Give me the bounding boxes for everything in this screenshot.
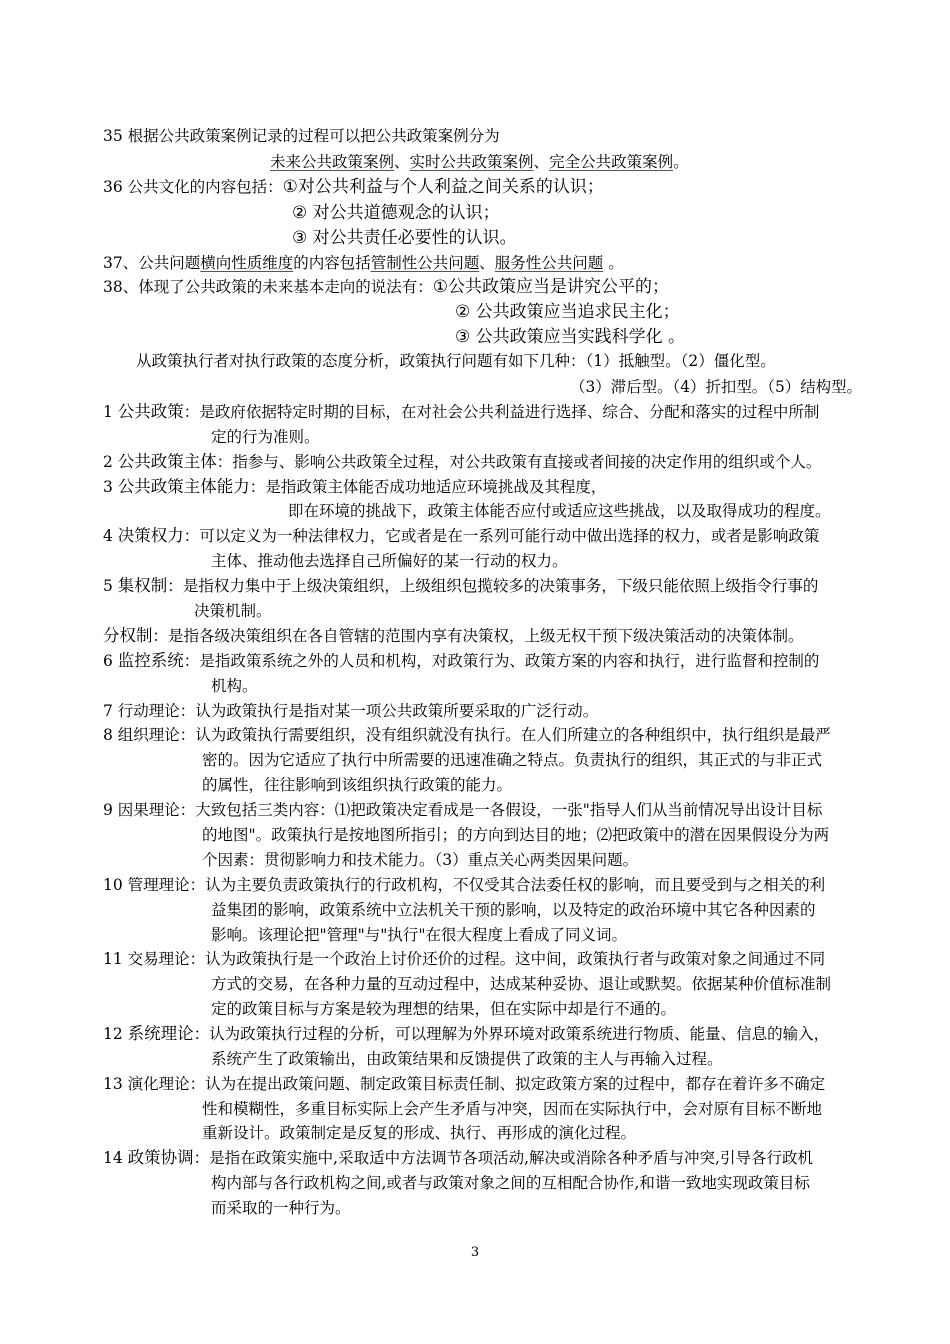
def-policy-coordination-cont1: 构内部与各行政机构之间,或者与政策对象之间的互相配合协作,和谐一致地实现政策目标 [211, 1174, 810, 1192]
def-centralization [103, 575, 818, 597]
def-policy-subject-capacity-cont: 即在环境的挑战下，政策主体能否应付或适应这些挑战，以及取得成功的程度。 [288, 502, 831, 520]
period: 。 [603, 254, 624, 272]
def-number: 2 [103, 453, 118, 471]
def-causal-theory: 9 因果理论：大致包括三类内容：⑴把政策决定看成是一各假设，一张"指导人们从当前情况导出设计目标 [103, 801, 823, 819]
q38-item-2: ② 公共政策应当追求民主化； [455, 302, 680, 322]
def-transaction-theory-cont2: 定的政策目标与方案是较为理想的结果，但在实际中却是行不通的。 [211, 1000, 677, 1018]
colon: ： [183, 403, 200, 421]
def-transaction-theory: 11 交易理论：认为政策执行是一个政治上讨价还价的过程。这中间，政策执行者与政策对象之间通过不同 [103, 950, 826, 968]
def-term: 公共政策主体能力 [117, 477, 250, 496]
separator: 、 [533, 153, 550, 171]
page-number: 3 [470, 1245, 480, 1260]
q35-line2 [270, 151, 689, 173]
def-causal-theory-cont2: 个因素：贯彻影响力和技术能力。（3）重点关心两类因果问题。 [202, 851, 639, 869]
def-organization-theory: 8 组织理论：认为政策执行需要组织，没有组织就没有执行。在人们所建立的各种组织中，执行组织是最严 [103, 726, 831, 744]
q38-prefix: 38、体现了公共政策的未来基本走向的说法有： [103, 278, 433, 296]
def-evolution-theory-cont1: 性和模糊性，多重目标实际上会产生矛盾与冲突，因而在实际执行中，会对原有目标不断地 [202, 1100, 823, 1118]
def-term: 公共政策 [117, 402, 184, 421]
def-number: 6 [103, 652, 118, 670]
q36-item-2: ② 对公共道德观念的认识； [292, 203, 500, 223]
def-number: 4 [103, 527, 118, 545]
def-text: 指参与、影响公共政策全过程，对公共政策有直接或者间接的决定作用的组织或个人。 [232, 453, 822, 471]
q37-prefix: 37、公共问题 [103, 254, 201, 272]
def-monitoring-system-cont: 机构。 [211, 677, 258, 695]
separator: 、 [479, 254, 495, 272]
def-number: 5 [103, 577, 118, 595]
colon: ： [193, 1025, 210, 1043]
q37-dimension: 横向性质维度 [200, 254, 294, 272]
q36-line1 [103, 176, 604, 198]
def-organization-theory-cont2: 的属性，往往影响到该组织执行政策的能力。 [202, 776, 513, 794]
def-public-policy [103, 401, 819, 423]
def-text: 是政府依据特定时期的目标，在对社会公共利益进行选择、综合、分配和落实的过程中所制 [199, 403, 820, 421]
q35-line1: 35 根据公共政策案例记录的过程可以把公共政策案例分为 [103, 127, 500, 145]
def-text: 是指在政策实施中,采取适中方法调节各项活动,解决或消除各种矛盾与冲突,引导各行政机 [209, 1149, 813, 1167]
def-action-theory: 7 行动理论：认为政策执行是指对某一项公共政策所要采取的广泛行动。 [103, 702, 599, 720]
q37-regulatory: 管制性公共问题 [370, 254, 480, 272]
def-public-policy-cont: 定的行为准则。 [211, 428, 320, 446]
def-term: 决策权力 [117, 526, 184, 545]
def-management-theory-cont2: 影响。该理论把"管理"与"执行"在很大程度上看成了同义词。 [211, 926, 628, 944]
q37-service: 服务性公共问题 [494, 254, 604, 272]
q38-item-1: ①公共政策应当是讲究公平的； [432, 277, 669, 297]
def-number: 3 [103, 478, 118, 496]
def-text: 可以定义为一种法律权力，它或者是在一系列可能行动中做出选择的权力，或者是影响政策 [199, 527, 820, 545]
exec-types-line2: （3）滞后型。（4）折扣型。（5）结构型。 [570, 378, 863, 396]
colon: ： [183, 652, 200, 670]
period: 。 [673, 153, 689, 171]
def-decentralization [103, 625, 804, 647]
def-evolution-theory-cont2: 重新设计。政策制定是反复的形成、执行、再形成的演化过程。 [202, 1124, 637, 1142]
def-monitoring-system [103, 650, 819, 672]
q36-item-1: ①对公共利益与个人利益之间关系的认识； [282, 177, 604, 197]
def-policy-subject [103, 451, 821, 473]
colon: ： [249, 478, 266, 496]
def-term: 系统理论 [127, 1024, 194, 1043]
def-term: 公共政策主体 [117, 452, 217, 471]
separator: 、 [394, 153, 410, 171]
def-text: 是指政策系统之外的人员和机构，对政策行为、政策方案的内容和执行，进行监督和控制的 [199, 652, 820, 670]
def-text: 是指政策主体能否成功地适应环境挑战及其程度， [265, 478, 607, 496]
case-type-realtime: 实时公共政策案例 [409, 153, 534, 171]
def-policy-coordination-cont2: 而采取的一种行为。 [211, 1199, 351, 1217]
def-decision-power [103, 525, 819, 547]
def-management-theory-cont1: 益集团的影响，政策系统中立法机关干预的影响，以及特定的政治环境中其它各种因素的 [211, 901, 816, 919]
def-policy-coordination [103, 1147, 813, 1169]
def-text: 是指权力集中于上级决策组织，上级组织包揽较多的决策事务，下级只能依照上级指令行事的 [182, 577, 819, 595]
def-term: 分权制 [103, 626, 153, 645]
def-system-theory [103, 1023, 829, 1045]
q37-mid: 的内容包括 [293, 254, 371, 272]
q38-line1 [103, 276, 669, 298]
exec-types-line1: 从政策执行者对执行政策的态度分析，政策执行问题有如下几种：（1）抵触型。（2）僵化型。 [136, 352, 776, 370]
def-number: 1 [103, 403, 118, 421]
def-evolution-theory: 13 演化理论：认为在提出政策问题、制定政策目标责任制、拟定政策方案的过程中，都存在着许多不确定 [103, 1075, 826, 1093]
def-decision-power-cont: 主体、推动他去选择自己所偏好的某一行动的权力。 [211, 552, 568, 570]
def-organization-theory-cont1: 密的。因为它适应了执行中所需要的迅速准确之特点。负责执行的组织，其正式的与非正式 [202, 751, 823, 769]
def-text: 是指各级决策组织在各自管辖的范围内享有决策权，上级无权干预下级决策活动的决策体制。 [168, 627, 804, 645]
q36-prefix: 36 公共文化的内容包括： [103, 178, 283, 196]
def-causal-theory-cont1: 的地图"。政策执行是按地图所指引；的方向到达目的地；⑵把政策中的潜在因果假设分为两 [202, 826, 830, 844]
def-text: 认为政策执行过程的分析，可以理解为外界环境对政策系统进行物质、能量、信息的输入， [209, 1025, 830, 1043]
colon: ： [193, 1149, 210, 1167]
def-term: 监控系统 [117, 651, 184, 670]
colon: ： [152, 627, 169, 645]
q36-item-3: ③ 对公共责任必要性的认识。 [292, 228, 517, 248]
q38-item-3: ③ 公共政策应当实践科学化 。 [455, 327, 686, 347]
colon: ： [183, 527, 200, 545]
colon: ： [216, 453, 233, 471]
colon: ： [167, 577, 183, 595]
def-policy-subject-capacity [103, 476, 606, 498]
def-centralization-cont: 决策机制。 [194, 602, 272, 620]
def-system-theory-cont: 系统产生了政策输出，由政策结果和反馈提供了政策的主人与再输入过程。 [211, 1050, 723, 1068]
case-type-future: 未来公共政策案例 [270, 153, 395, 171]
def-number: 12 [103, 1025, 128, 1043]
case-type-complete: 完全公共政策案例 [549, 153, 674, 171]
def-transaction-theory-cont1: 方式的交易，在各种力量的互动过程中，达成某种妥协、退让或默契。依据某种价值标准制 [211, 975, 832, 993]
q37-line [103, 252, 624, 274]
def-term: 集权制 [117, 576, 168, 595]
def-management-theory: 10 管理理论：认为主要负责政策执行的行政机构，不仅受其合法委任权的影响，而且要受到与之相关的利 [103, 876, 826, 894]
def-term: 政策协调 [127, 1148, 194, 1167]
def-number: 14 [103, 1149, 128, 1167]
